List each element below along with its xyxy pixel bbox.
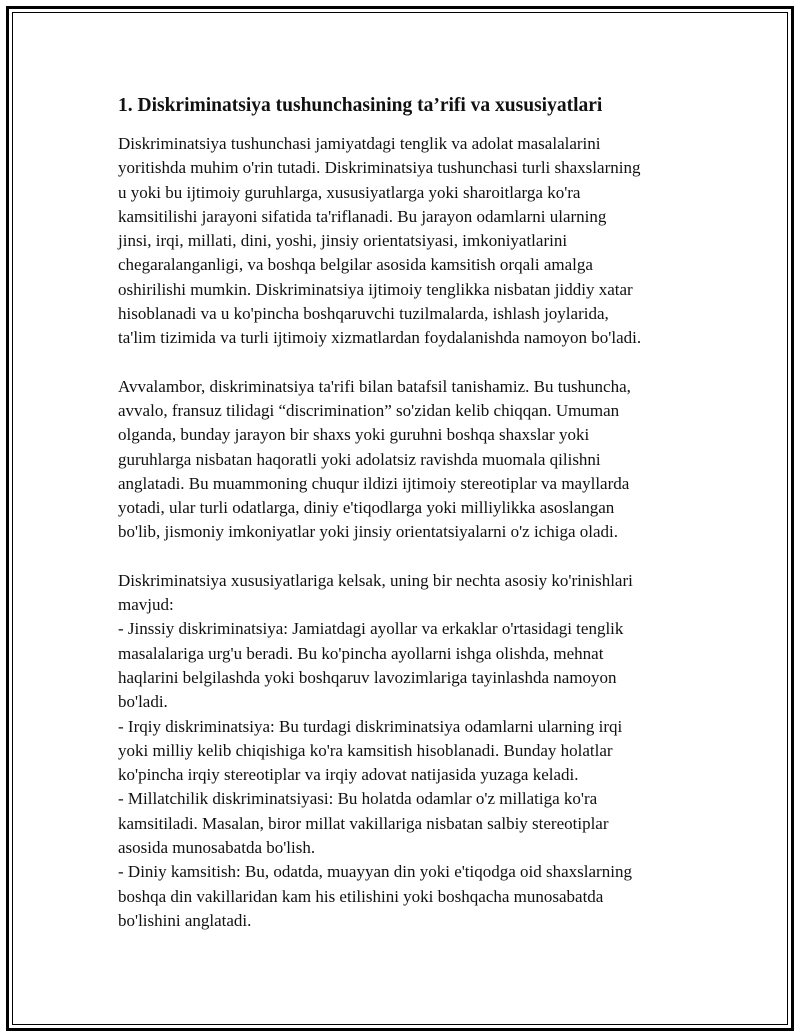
text-line: boshqa din vakillaridan kam his etilishini yoki boshqacha munosabatda bbox=[118, 886, 604, 906]
text-line: chegaralanganligi, va boshqa belgilar asosida kamsitish orqali amalga bbox=[118, 255, 593, 275]
text-line: oshirilishi mumkin. Diskriminatsiya ijtimoiy tenglikka nisbatan jiddiy xatar bbox=[118, 279, 633, 299]
text-line: Avvalambor, diskriminatsiya ta'rifi bilan batafsil tanishamiz. Bu tushuncha, bbox=[118, 376, 631, 396]
text-line: avvalo, fransuz tilidagi “discrimination” so'zidan kelib chiqqan. Umuman bbox=[118, 400, 620, 420]
text-line: yoki milliy kelib chiqishiga ko'ra kamsitish hisoblanadi. Bunday holatlar bbox=[118, 740, 613, 760]
text-line: u yoki bu ijtimoiy guruhlarga, xususiyatlarga yoki sharoitlarga ko'ra bbox=[118, 182, 581, 202]
text-line: bo'lishini anglatadi. bbox=[118, 910, 252, 930]
text-line: - Millatchilik diskriminatsiyasi: Bu holatda odamlar o'z millatiga ko'ra bbox=[118, 789, 598, 809]
text-line: ko'pincha irqiy stereotiplar va irqiy adovat natijasida yuzaga keladi. bbox=[118, 765, 579, 785]
paragraph bbox=[118, 569, 693, 933]
paragraphs-container bbox=[118, 132, 693, 933]
text-line: masalalariga urg'u beradi. Bu ko'pincha ayollarni ishga olishda, mehnat bbox=[118, 643, 604, 663]
text-line: yotadi, ular turli odatlarga, diniy e'tiqodlarga yoki milliylikka asoslangan bbox=[118, 498, 615, 518]
text-line: bo'lib, jismoniy imkoniyatlar yoki jinsiy orientatsiyalarni o'z ichiga oladi. bbox=[118, 522, 618, 542]
text-line: asosida munosabatda bo'lish. bbox=[118, 838, 316, 858]
text-line: jinsi, irqi, millati, dini, yoshi, jinsiy orientatsiyasi, imkoniyatlarini bbox=[118, 231, 568, 251]
text-line: ta'lim tizimida va turli ijtimoiy xizmatlardan foydalanishda namoyon bo'ladi. bbox=[118, 328, 642, 348]
text-line: - Jinssiy diskriminatsiya: Jamiatdagi ayollar va erkaklar o'rtasidagi tenglik bbox=[118, 619, 624, 639]
section-heading: 1. Diskriminatsiya tushunchasining ta’rifi va xususiyatlari bbox=[118, 95, 603, 116]
paragraph bbox=[118, 132, 693, 351]
text-line: hisoblanadi va u ko'pincha boshqaruvchi tuzilmalarda, ishlash joylarida, bbox=[118, 304, 609, 324]
document-body bbox=[118, 92, 693, 957]
paragraph bbox=[118, 375, 693, 545]
text-line: mavjud: bbox=[118, 595, 174, 615]
text-line: - Diniy kamsitish: Bu, odatda, muayyan din yoki e'tiqodga oid shaxslarning bbox=[118, 862, 632, 882]
text-line: olganda, bunday jarayon bir shaxs yoki guruhni boshqa shaxslar yoki bbox=[118, 425, 590, 445]
text-line: guruhlarga nisbatan haqoratli yoki adolatsiz ravishda muomala qilishni bbox=[118, 449, 601, 469]
text-line: Diskriminatsiya xususiyatlariga kelsak, uning bir nechta asosiy ko'rinishlari bbox=[118, 570, 633, 590]
text-line: haqlarini belgilashda yoki boshqaruv lavozimlariga tayinlashda namoyon bbox=[118, 667, 617, 687]
text-line: Diskriminatsiya tushunchasi jamiyatdagi tenglik va adolat masalalarini bbox=[118, 134, 601, 153]
text-line: kamsitiladi. Masalan, biror millat vakillariga nisbatan salbiy stereotiplar bbox=[118, 813, 609, 833]
text-line: bo'ladi. bbox=[118, 692, 168, 712]
text-line: kamsitilishi jarayoni sifatida ta'riflanadi. Bu jarayon odamlarni ularning bbox=[118, 206, 607, 226]
text-line: - Irqiy diskriminatsiya: Bu turdagi diskriminatsiya odamlarni ularning irqi bbox=[118, 716, 623, 736]
text-line: yoritishda muhim o'rin tutadi. Diskriminatsiya tushunchasi turli shaxslarning bbox=[118, 158, 641, 178]
text-line: anglatadi. Bu muammoning chuqur ildizi ijtimoiy stereotiplar va mayllarda bbox=[118, 473, 630, 493]
